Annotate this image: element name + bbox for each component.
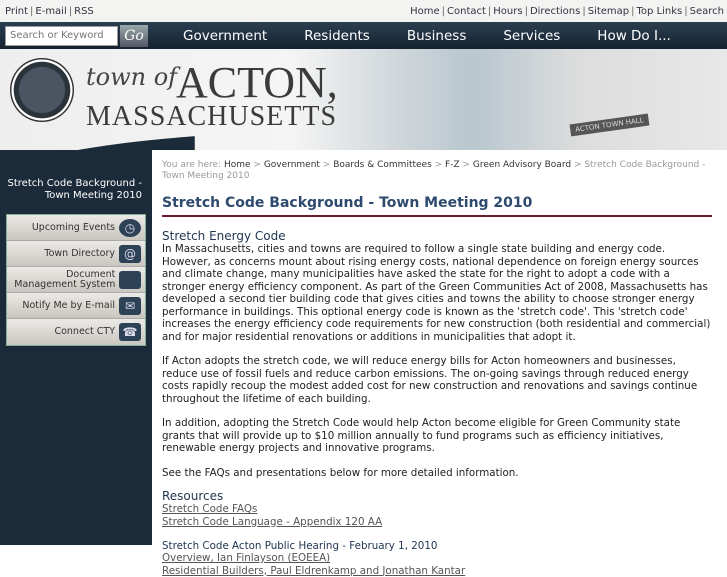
email-link[interactable]: E-mail [35,6,66,17]
quick-link-notify-me[interactable] [7,293,145,319]
section-heading: Stretch Energy Code [162,229,712,243]
breadcrumb-f-z[interactable]: F-Z [445,160,460,170]
main-content [162,160,712,577]
search-link[interactable]: Search [690,6,724,17]
utility-left: Print | E-mail | RSS [5,6,94,17]
banner-massachusetts: MASSACHUSETTS [86,101,337,133]
overview-link[interactable]: Overview, Ian Finlayson (EOEEA) [162,552,712,565]
quick-links [6,214,146,346]
page-title: Stretch Code Background - Town Meeting 2010 [162,195,712,217]
directions-link[interactable]: Directions [530,6,580,17]
go-button[interactable]: Go [120,25,148,47]
quick-link-label: Town Directory [44,249,115,259]
banner-swoosh [0,130,727,150]
nav-how-do-i[interactable]: How Do I... [597,28,671,44]
quick-link-label: Connect CTY [54,327,115,337]
contact-link[interactable]: Contact [447,6,486,17]
breadcrumb-boards[interactable]: Boards & Committees [333,160,432,170]
code-language-link[interactable]: Stretch Code Language - Appendix 120 AA [162,516,712,529]
quick-link-upcoming-events[interactable] [7,215,145,241]
nav-residents[interactable]: Residents [304,28,370,44]
breadcrumb-green-advisory[interactable]: Green Advisory Board [473,160,571,170]
quick-link-document-management[interactable] [7,267,145,293]
quick-link-label: Notify Me by E-mail [22,301,115,311]
phone-icon: ☎ [119,323,141,341]
nav-services[interactable]: Services [503,28,560,44]
search-input[interactable] [5,26,118,46]
paragraph: In addition, adopting the Stretch Code would help Acton become eligible for Green Community state grants that will provide up to $10 million annually to fund programs such as efficiency initiatives, renewable energy projects and innovative programs. [162,417,712,455]
sitemap-link[interactable]: Sitemap [588,6,629,17]
hours-link[interactable]: Hours [493,6,522,17]
sidebar-current-page: Stretch Code Background - Town Meeting 2010 [0,150,152,202]
utility-right: Home | Contact | Hours | Directions | Sitemap | Top Links | Search [410,6,724,17]
paragraph: If Acton adopts the stretch code, we will reduce energy bills for Acton homeowners and businesses, reduce use of fossil fuels and reduce carbon emissions. The on-going savings through reduced energy costs rapidly recoup the modest added cost for new construction and renovations and savings continue throughout the lifetime of each building. [162,355,712,405]
nav-business[interactable]: Business [407,28,467,44]
clock-icon: ◷ [119,219,141,237]
utility-bar [0,0,727,22]
breadcrumb-prefix: You are here: [162,160,221,170]
breadcrumb-home[interactable]: Home [224,160,251,170]
town-hall-sign: ACTON TOWN HALL [570,114,650,137]
envelope-icon: ✉ [119,297,141,315]
paragraph: See the FAQs and presentations below for more detailed information. [162,467,712,480]
quick-link-connect-cty[interactable] [7,319,145,345]
paragraph: In Massachusetts, cities and towns are required to follow a single state building and energy code. However, as concerns mount about rising energy costs, national dependence on foreign energy sources and climate change, many municipalities have asked the state for the right to adopt a code with a stronger energy efficiency component. As part of the Green Communities Act of 2008, Massachusetts has developed a second tier building code that gives cities and towns the ability to choose stronger energy performance in buildings. This optional energy code is known as the 'stretch code'. This 'stretch code' increases the energy efficiency code requirements for new construction (both residential and commercial) and for major residential renovations or additions in municipalities that adopt it. [162,243,712,343]
print-link[interactable]: Print [5,6,28,17]
breadcrumb-current: Stretch Code Background - Town Meeting 2010 [162,160,705,181]
top-links-link[interactable]: Top Links [637,6,683,17]
quick-link-label: Upcoming Events [32,223,115,233]
residential-builders-link[interactable]: Residential Builders, Paul Eldrenkamp and Jonathan Kantar [162,565,712,577]
banner-acton: ACTON, [176,57,338,108]
folder-icon [119,271,141,289]
town-seal[interactable] [10,58,74,122]
nav-government[interactable]: Government [183,28,267,44]
sidebar [0,150,152,545]
faqs-link[interactable]: Stretch Code FAQs [162,503,712,516]
banner-town-of: town of [86,63,177,91]
quick-link-town-directory[interactable] [7,241,145,267]
breadcrumb: You are here: Home > Government > Boards & Committees > F-Z > Green Advisory Board > Stretch Code Background - Town Meeting 2010 [162,160,712,182]
breadcrumb-government[interactable]: Government [264,160,320,170]
rss-link[interactable]: RSS [74,6,94,17]
hearing-heading: Stretch Code Acton Public Hearing - February 1, 2010 [162,540,712,552]
book-icon: @ [119,245,141,263]
quick-link-label: Document Management System [7,270,115,290]
resources-heading: Resources [162,489,712,503]
header-banner [0,49,727,150]
main-nav [0,22,727,49]
home-link[interactable]: Home [410,6,440,17]
